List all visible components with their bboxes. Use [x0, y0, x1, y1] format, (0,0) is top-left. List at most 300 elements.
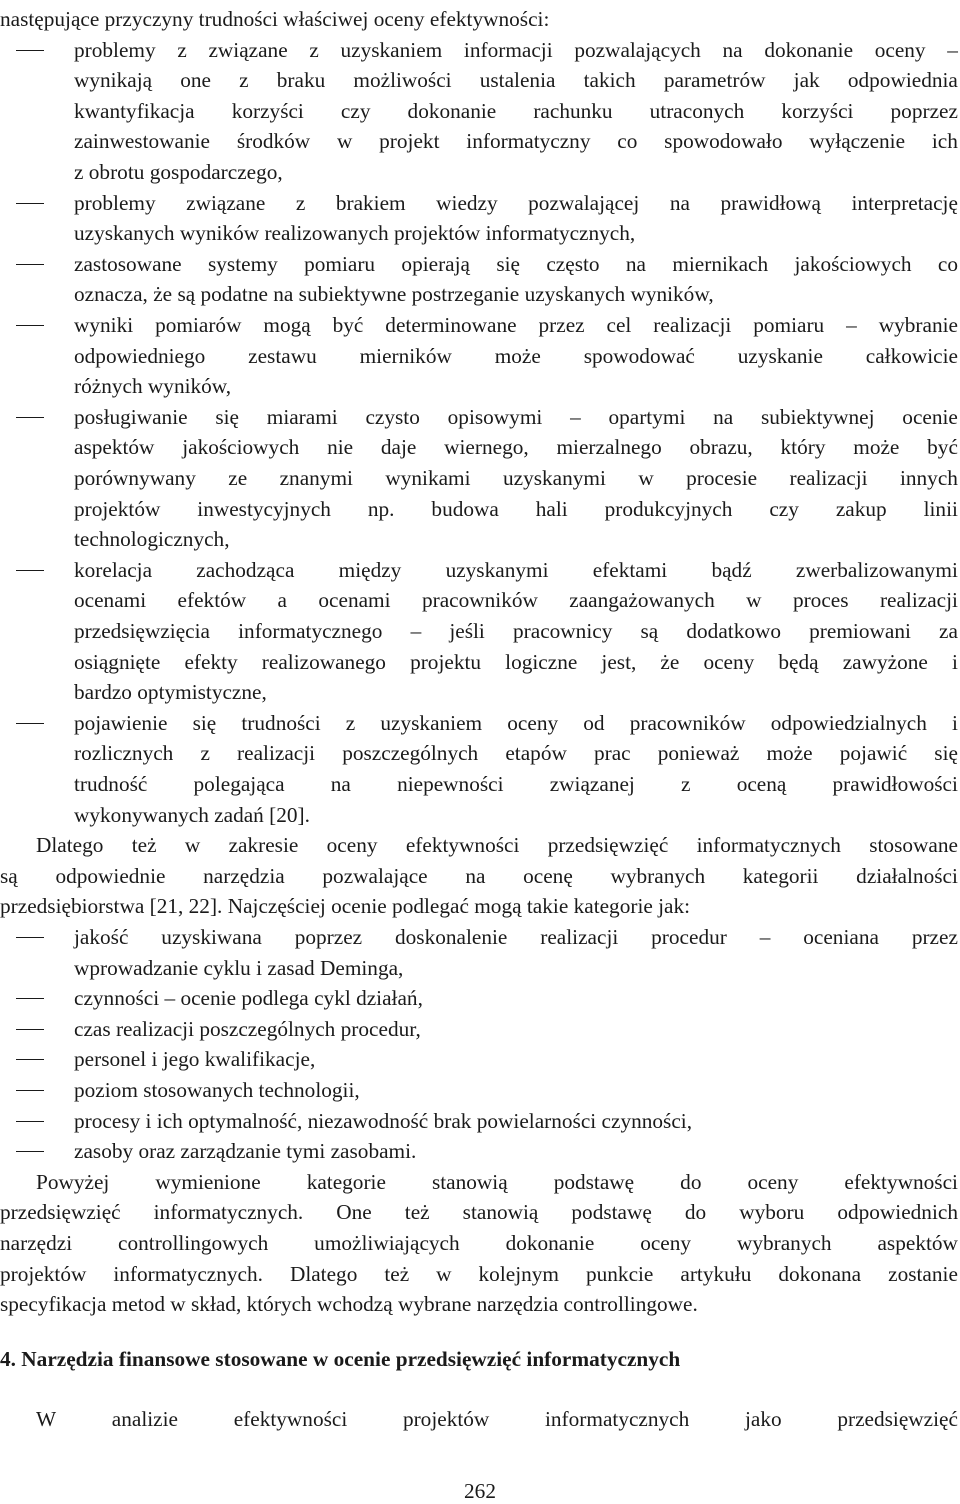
word: są — [0, 863, 18, 888]
word: odpowiednich — [837, 1200, 958, 1225]
word: w — [436, 1261, 452, 1286]
word: projektów — [402, 1407, 490, 1431]
word: też — [404, 1200, 430, 1225]
issue-item-line — [74, 434, 958, 460]
word: realizacji — [879, 588, 958, 613]
word: przez — [911, 925, 958, 949]
issue-item-line: oznacza, że są podatne na subiektywne postrzeganie uzyskanych wyników, — [74, 282, 714, 307]
word: czy — [340, 98, 371, 123]
word: np. — [367, 496, 395, 521]
word: logiczne — [505, 649, 578, 674]
word: na — [330, 772, 351, 796]
word: takich — [583, 68, 636, 93]
issue-item-line — [74, 496, 958, 522]
word: osiągnięte — [74, 649, 161, 674]
word: problemy — [74, 37, 156, 62]
paragraph-line — [0, 863, 958, 889]
word: oceny — [703, 649, 755, 674]
word: wyboru — [739, 1200, 805, 1225]
issue-item-line — [74, 251, 958, 277]
paragraph-line — [36, 1169, 958, 1195]
word: utraconych — [649, 98, 745, 123]
word: pozwalających — [574, 37, 701, 62]
word: budowa — [431, 496, 499, 521]
word: do — [684, 1200, 707, 1225]
word: parametrów — [663, 68, 766, 93]
word: Powyżej — [36, 1169, 110, 1194]
word: realizacji — [653, 313, 732, 337]
word: i — [952, 710, 958, 735]
word: – — [570, 404, 581, 429]
word: cel — [606, 313, 632, 337]
word: narzędzi — [0, 1231, 73, 1255]
word: problemy — [74, 190, 156, 215]
word: odpowiedzialnych — [770, 710, 927, 735]
paragraph-line — [0, 1199, 958, 1225]
word: pozwalające — [322, 863, 428, 888]
word: uzyskaniem — [380, 710, 483, 735]
word: się — [496, 251, 521, 276]
word: w — [336, 129, 353, 154]
word: informatycznego — [238, 619, 383, 643]
word: być — [332, 313, 364, 337]
word: dodatkowo — [686, 619, 782, 643]
bullet-dash — [16, 1090, 44, 1091]
word: efektywności — [405, 833, 520, 858]
word: miarami — [266, 404, 338, 429]
word: jest, — [601, 649, 637, 674]
word: brakiem — [335, 190, 406, 215]
word: dokonana — [778, 1261, 862, 1286]
word: etapów — [505, 741, 567, 766]
word: doskonalenie — [395, 925, 508, 949]
word: z — [345, 710, 356, 735]
word: projekt — [379, 129, 440, 154]
word: który — [780, 435, 826, 460]
issue-item-line — [74, 312, 958, 338]
word: wymienione — [155, 1169, 261, 1194]
word: Dlatego — [36, 833, 104, 858]
word: może — [766, 741, 813, 766]
word: procedur — [651, 925, 727, 949]
word: kwantyfikacja — [74, 98, 195, 123]
word: pracowników — [421, 588, 538, 613]
word: oceny — [874, 37, 926, 62]
word: i — [951, 649, 958, 674]
word: zostanie — [888, 1261, 958, 1286]
word: braku — [276, 68, 326, 93]
word: jako — [744, 1407, 782, 1431]
word: na — [713, 404, 734, 429]
word: możliwości — [353, 68, 452, 93]
issue-item-line — [74, 128, 958, 154]
bullet-dash — [16, 998, 44, 999]
word: przedsięwzięć — [837, 1407, 958, 1431]
word: od — [583, 710, 605, 735]
word: co — [617, 129, 638, 154]
word: uzyskanymi — [445, 557, 549, 582]
issue-item-line — [74, 557, 958, 583]
word: poprzez — [294, 925, 363, 949]
word: wiernego, — [444, 435, 529, 460]
word: interpretację — [851, 190, 958, 215]
word: dokonanie — [764, 37, 854, 62]
word: pracowników — [629, 710, 746, 735]
word: projektów — [74, 496, 161, 521]
word: z — [200, 741, 210, 766]
word: wybranych — [736, 1231, 832, 1255]
category-item-line: wprowadzanie cyklu i zasad Deminga, — [74, 955, 404, 980]
word: projektów — [0, 1261, 87, 1286]
word: oceny — [747, 1169, 799, 1194]
word: analizie — [111, 1407, 179, 1431]
word: subiektywnej — [760, 404, 875, 429]
issue-item-line — [74, 649, 958, 675]
section-heading: 4. Narzędzia finansowe stosowane w ocenie przedsięwzięć informatycznych — [0, 1347, 681, 1371]
word: prac — [593, 741, 631, 766]
word: stanowią — [462, 1200, 539, 1225]
word: hali — [535, 496, 568, 521]
bullet-dash — [16, 723, 44, 724]
word: na — [625, 251, 646, 276]
word: jakość — [74, 925, 129, 949]
issue-item-line — [74, 98, 958, 124]
word: ze — [228, 466, 248, 490]
word: nie — [327, 435, 354, 460]
word: prawidłową — [720, 190, 821, 215]
bullet-dash — [16, 203, 44, 204]
word: uzyskanymi — [502, 466, 606, 490]
word: zakup — [835, 496, 887, 521]
bullet-dash — [16, 417, 44, 418]
word: z — [309, 37, 319, 62]
word: proces — [792, 588, 849, 613]
issue-item-line — [74, 618, 958, 644]
word: ocenę — [523, 863, 573, 888]
word: realizacji — [789, 466, 868, 490]
word: pracownicy — [513, 619, 613, 643]
word: procesie — [686, 466, 758, 490]
page-number: 262 — [464, 1479, 496, 1503]
word: determinowane — [385, 313, 517, 337]
word: one — [180, 68, 211, 93]
paragraph-line — [0, 1261, 958, 1287]
word: dokonanie — [505, 1231, 595, 1255]
word: ocenami — [318, 588, 391, 613]
word: związane — [186, 190, 266, 215]
word: narzędzia — [203, 863, 285, 888]
word: porównywany — [74, 466, 196, 490]
word: zastosowane — [74, 251, 182, 276]
word: związanej — [549, 772, 635, 796]
issue-item-line — [74, 771, 958, 797]
bullet-dash — [16, 264, 44, 265]
word: pojawienie — [74, 710, 168, 735]
word: inwestycyjnych — [197, 496, 331, 521]
word: rachunku — [533, 98, 613, 123]
bullet-dash — [16, 1151, 44, 1152]
word: uzyskanie — [737, 343, 823, 368]
word: informatycznych — [696, 833, 841, 858]
word: ich — [931, 129, 958, 154]
word: że — [660, 649, 680, 674]
category-item-line: czynności – ocenie podlega cykl działań, — [74, 986, 423, 1011]
category-item-line: czas realizacji poszczególnych procedur, — [74, 1016, 421, 1041]
word: uzyskaniem — [340, 37, 443, 62]
issue-item-line — [74, 465, 958, 491]
word: całkowicie — [865, 343, 958, 368]
issue-item-line — [74, 343, 958, 369]
bullet-dash — [16, 570, 44, 571]
word: korzyści — [231, 98, 304, 123]
word: odpowiedniego — [74, 343, 206, 368]
word: wynikami — [385, 466, 471, 490]
word: wyłączenie — [809, 129, 906, 154]
word: realizacji — [237, 741, 316, 766]
word: przedsięwzięć — [0, 1200, 121, 1225]
word: controllingowych — [118, 1231, 269, 1255]
word: trudności — [241, 710, 321, 735]
word: – — [759, 925, 771, 949]
word: punkcie — [585, 1261, 654, 1286]
word: aspektów — [877, 1231, 958, 1255]
word: daje — [380, 435, 417, 460]
word: – — [947, 37, 958, 62]
word: wybranie — [878, 313, 958, 337]
issue-item-line — [74, 67, 958, 93]
paragraph-line — [36, 1406, 958, 1432]
word: efektami — [592, 557, 668, 582]
issue-item-line — [74, 37, 958, 63]
word: mierników — [359, 343, 452, 368]
issue-item-line: wykonywanych zadań [20]. — [74, 802, 310, 827]
word: poszczególnych — [342, 741, 479, 766]
word: oceny — [326, 833, 378, 858]
word: obrazu, — [689, 435, 753, 460]
word: zaangażowanych — [569, 588, 715, 613]
word: efekty — [184, 649, 238, 674]
word: przedsięwzięć — [547, 833, 669, 858]
intro-line: następujące przyczyny trudności właściwej oceny efektywności: — [0, 7, 550, 31]
word: są — [640, 619, 659, 643]
word: się — [934, 741, 958, 766]
word: może — [494, 343, 541, 368]
word: korzyści — [781, 98, 854, 123]
issue-item-line: z obrotu gospodarczego, — [74, 160, 283, 184]
word: Dlatego — [289, 1261, 358, 1286]
paragraph-line: przedsiębiorstwa [21, 22]. Najczęściej ocenie podlegać mogą takie kategorie jak: — [0, 894, 691, 919]
word: oceną — [736, 772, 787, 796]
issue-item-line — [74, 710, 958, 736]
word: mierzalnego — [556, 435, 662, 460]
paragraph-line — [36, 832, 958, 858]
word: też — [384, 1261, 410, 1286]
word: uzyskiwana — [161, 925, 262, 949]
word: ocenie — [902, 404, 958, 429]
word: zachodząca — [196, 557, 295, 582]
word: w — [184, 833, 201, 858]
word: zawyżone — [842, 649, 928, 674]
word: się — [192, 710, 217, 735]
word: linii — [923, 496, 958, 521]
word: systemy — [207, 251, 278, 276]
word: polegająca — [193, 772, 285, 796]
word: może — [853, 435, 900, 460]
word: kategorie — [306, 1169, 386, 1194]
word: spowodowało — [664, 129, 783, 154]
word: zainwestowanie — [74, 129, 211, 154]
word: efektów — [177, 588, 247, 613]
word: wiedzy — [436, 190, 498, 215]
word: zwerbalizowanymi — [795, 557, 958, 582]
word: kolejnym — [478, 1261, 559, 1286]
word: stanowią — [431, 1169, 508, 1194]
word: mogą — [263, 313, 311, 337]
word: pojawić — [839, 741, 908, 766]
word: wyniki — [74, 313, 134, 337]
word: z — [177, 37, 187, 62]
word: aspektów — [74, 435, 155, 460]
word: kategorii — [742, 863, 819, 888]
issue-item-line — [74, 404, 958, 430]
word: jakościowych — [182, 435, 300, 460]
word: opierają — [401, 251, 471, 276]
word: jakościowych — [794, 251, 912, 276]
word: na — [722, 37, 743, 62]
word: informatycznych. — [113, 1261, 263, 1286]
word: między — [338, 557, 402, 582]
word: wynikają — [74, 68, 153, 93]
word: ocenami — [74, 588, 147, 613]
word: co — [937, 251, 958, 276]
word: innych — [899, 466, 958, 490]
word: prawidłowości — [832, 772, 958, 796]
word: do — [680, 1169, 702, 1194]
word: artykułu — [680, 1261, 752, 1286]
word: premiowani — [809, 619, 911, 643]
word: podstawę — [571, 1200, 652, 1225]
word: poprzez — [890, 98, 958, 123]
word: będą — [778, 649, 819, 674]
word: zestawu — [248, 343, 317, 368]
word: z — [239, 68, 249, 93]
word: związane — [208, 37, 288, 62]
word: na — [465, 863, 486, 888]
word: jak — [793, 68, 820, 93]
bullet-dash — [16, 1121, 44, 1122]
word: bądź — [711, 557, 752, 582]
word: też — [131, 833, 157, 858]
issue-item-line — [74, 587, 958, 613]
word: oceny — [640, 1231, 692, 1255]
issue-item-line: różnych wyników, — [74, 374, 232, 399]
word: informacji — [463, 37, 553, 62]
word: wybranych — [610, 863, 706, 888]
word: W — [36, 1407, 57, 1431]
word: czysto — [365, 404, 420, 429]
word: działalności — [856, 863, 958, 888]
word: za — [939, 619, 958, 643]
word: posługiwanie — [74, 404, 188, 429]
word: – — [410, 619, 422, 643]
word: być — [927, 435, 958, 460]
word: odpowiednie — [55, 863, 166, 888]
issue-item-line — [74, 190, 958, 216]
word: a — [277, 588, 287, 613]
paragraph-line: specyfikacja metod w skład, których wchodzą wybrane narzędzia controllingowe. — [0, 1292, 698, 1317]
word: trudność — [74, 772, 148, 796]
word: One — [336, 1200, 372, 1225]
word: z — [681, 772, 691, 796]
word: w — [638, 466, 654, 490]
word: często — [546, 251, 600, 276]
category-item-line: zasoby oraz zarządzanie tymi zasobami. — [74, 1139, 417, 1164]
word: w — [746, 588, 762, 613]
issue-item-line: uzyskanych wyników realizowanych projektów informatycznych, — [74, 221, 636, 246]
issue-item-line — [74, 740, 958, 766]
word: ustalenia — [479, 68, 556, 93]
word: znanymi — [279, 466, 353, 490]
word: pomiaru — [753, 313, 825, 337]
word: rozlicznych — [74, 741, 174, 766]
word: stosowane — [869, 833, 958, 858]
word: środków — [236, 129, 311, 154]
bullet-dash — [16, 325, 44, 326]
category-item-line — [74, 924, 958, 950]
word: czy — [769, 496, 799, 521]
word: niepewności — [397, 772, 504, 796]
bullet-dash — [16, 1029, 44, 1030]
bullet-dash — [16, 50, 44, 51]
word: z — [295, 190, 306, 215]
word: na — [669, 190, 690, 215]
word: – — [846, 313, 857, 337]
word: miernikach — [672, 251, 769, 276]
word: spowodować — [583, 343, 695, 368]
word: dokonanie — [407, 98, 497, 123]
word: pomiarów — [155, 313, 242, 337]
word: jeśli — [449, 619, 485, 643]
word: ponieważ — [657, 741, 740, 766]
word: korelacja — [74, 557, 153, 582]
word: opartymi — [608, 404, 686, 429]
word: pozwalającej — [528, 190, 640, 215]
word: przez — [538, 313, 585, 337]
word: informatycznych. — [153, 1200, 304, 1225]
category-item-line: procesy i ich optymalność, niezawodność brak powielarności czynności, — [74, 1108, 693, 1133]
word: informatycznych — [544, 1407, 690, 1431]
word: projektu — [410, 649, 482, 674]
word: produkcyjnych — [604, 496, 733, 521]
word: pomiaru — [304, 251, 376, 276]
word: zakresie — [228, 833, 299, 858]
bullet-dash — [16, 1059, 44, 1060]
word: się — [215, 404, 239, 429]
word: realizowanego — [261, 649, 386, 674]
category-item-line: poziom stosowanych technologii, — [74, 1078, 360, 1102]
word: realizacji — [540, 925, 619, 949]
issue-item-line: technologicznych, — [74, 527, 230, 552]
word: oceny — [507, 710, 559, 735]
word: efektywności — [844, 1169, 958, 1194]
word: odpowiednia — [847, 68, 958, 93]
word: efektywności — [233, 1407, 348, 1431]
word: umożliwiających — [314, 1231, 460, 1255]
category-item-line: personel i jego kwalifikacje, — [74, 1047, 316, 1072]
bullet-dash — [16, 937, 44, 938]
word: podstawę — [553, 1169, 635, 1194]
word: informatyczny — [466, 129, 591, 154]
